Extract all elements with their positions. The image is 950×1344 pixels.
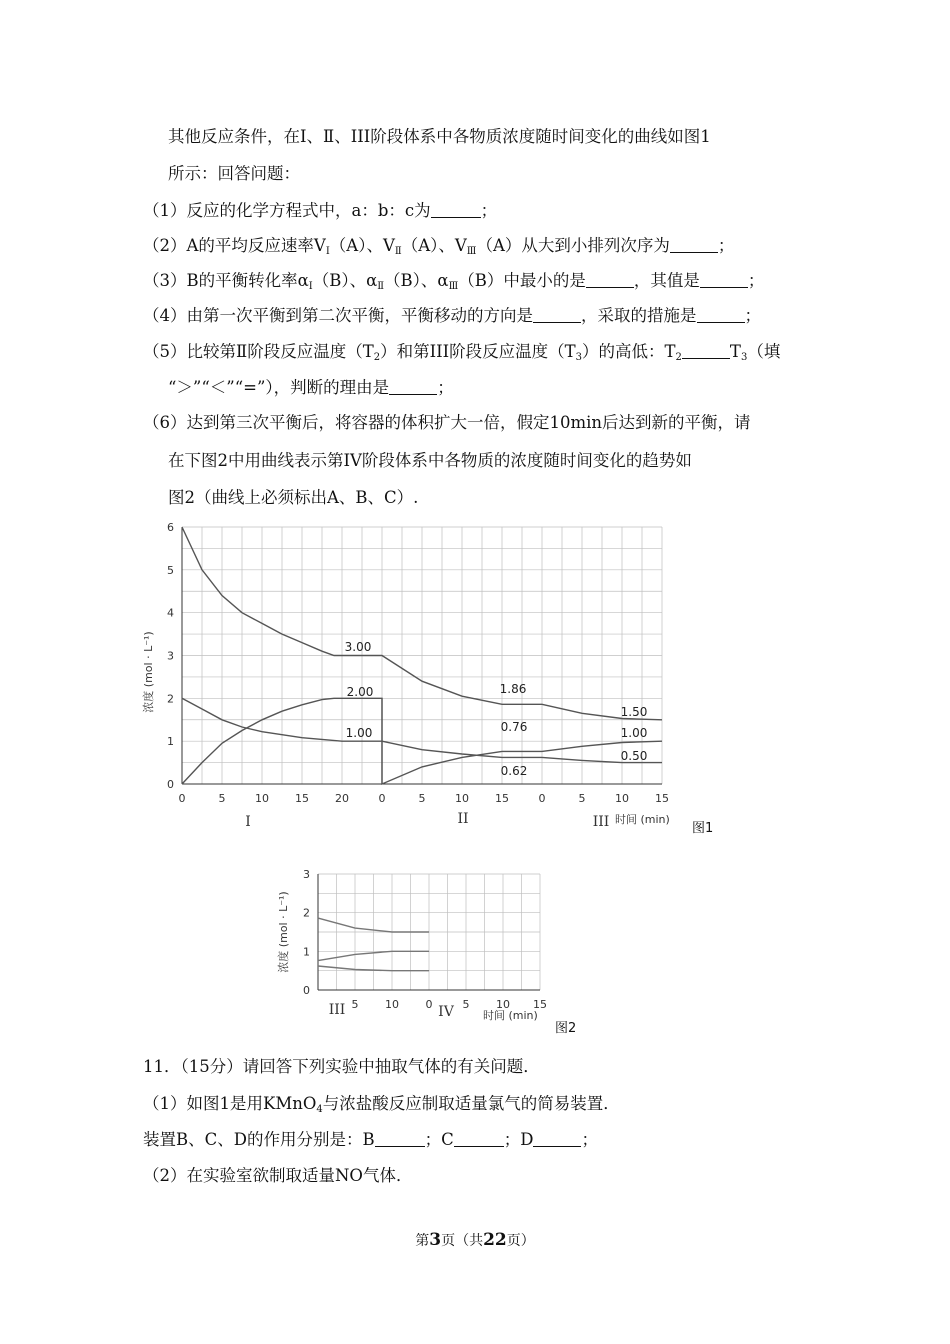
y-tick-label: 4: [167, 606, 174, 620]
y-tick-label: 1: [303, 945, 310, 959]
question-11-1-devices: 装置B、C、D的作用分别是：B ；C ；D ；: [143, 1130, 598, 1149]
data-label: 0.76: [500, 720, 528, 734]
y-tick-label: 2: [167, 692, 174, 706]
question-11-1: （1）如图1是用KMnO$_4$与浓盐酸反应制取适量氯气的简易装置．: [143, 1094, 620, 1115]
data-label: 1.86: [499, 682, 527, 696]
x-tick-label: 0: [425, 998, 433, 1011]
data-label: 1.50: [620, 705, 648, 719]
y-tick-label: 5: [167, 563, 174, 577]
stage-label: III: [328, 1002, 346, 1018]
figure-caption: 图1: [692, 821, 714, 836]
data-label: 1.00: [345, 726, 373, 740]
y-axis-label: 浓度 (mol · L⁻¹): [277, 891, 290, 973]
x-tick-label: 15: [533, 998, 547, 1011]
data-label: 3.00: [344, 640, 372, 654]
x-axis-label: 时间 (min): [483, 1009, 538, 1022]
question-5: （5）比较第Ⅱ阶段反应温度$(T_2)$和第III阶段反应温度$(T_3)$的高低：$T_2$ $T_3$（填: [143, 342, 781, 363]
stage-label: III: [592, 814, 610, 830]
data-label: 2.00: [346, 685, 374, 699]
y-tick-label: 0: [167, 778, 174, 791]
answer-blank: [454, 1130, 504, 1147]
data-label: 0.50: [620, 749, 648, 763]
chart-figure-1: [141, 521, 713, 836]
stage-label: II: [457, 811, 469, 827]
x-tick-label: 15: [655, 792, 669, 805]
chart-figure-2: [276, 868, 576, 1036]
x-tick-label: 5: [351, 998, 359, 1011]
question-6: （6）达到第三次平衡后，将容器的体积扩大一倍，假定10min后达到新的平衡，请: [143, 413, 751, 432]
question-6-cont-2: 图2（曲线上必须标出A、B、C）.: [168, 488, 419, 507]
x-tick-label: 0: [378, 792, 386, 805]
x-axis-label: 时间 (min): [615, 813, 670, 826]
x-tick-label: 5: [218, 792, 226, 805]
question-11-2: （2）在实验室欲制取适量NO气体．: [143, 1166, 413, 1185]
stage-label: I: [245, 814, 251, 830]
y-tick-label: 0: [303, 984, 310, 997]
y-tick-label: 1: [167, 735, 174, 749]
y-tick-label: 2: [303, 906, 310, 920]
intro-line-1: 其他反应条件，在Ⅰ、Ⅱ、III阶段体系中各物质浓度随时间变化的曲线如图1: [168, 127, 711, 146]
data-label: 1.00: [620, 726, 648, 740]
x-tick-label: 10: [455, 792, 469, 805]
x-tick-label: 5: [418, 792, 426, 805]
answer-blank: [375, 1130, 425, 1147]
y-tick-label: 3: [303, 868, 310, 881]
question-3: （3）B的平衡转化率$\alpha_Ⅰ(B)$、$\alpha_Ⅱ(B)$、$\alpha_Ⅲ(B)$中最小的是 ，其值是 ；: [143, 271, 765, 292]
x-tick-label: 15: [495, 792, 509, 805]
question-2: （2）A的平均反应速率$V_Ⅰ(A)$、$V_Ⅱ(A)$、$V_Ⅲ(A)$从大到小排列次序为 ；: [143, 236, 735, 257]
x-tick-label: 10: [255, 792, 269, 805]
question-11: 11．（15分）请回答下列实验中抽取气体的有关问题．: [143, 1057, 540, 1076]
x-tick-label: 15: [295, 792, 309, 805]
x-tick-label: 0: [538, 792, 546, 805]
y-tick-label: 6: [167, 521, 174, 534]
x-tick-label: 0: [178, 792, 186, 805]
page-footer: 第3页（共22页）: [415, 1230, 535, 1250]
question-5-cont: “＞”“＜”“=”），判断的理由是 ；: [168, 378, 454, 397]
x-tick-label: 5: [462, 998, 470, 1011]
figure-caption: 图2: [555, 1021, 577, 1036]
question-4: （4）由第一次平衡到第二次平衡，平衡移动的方向是 ，采取的措施是 ；: [143, 306, 761, 325]
x-tick-label: 10: [385, 998, 399, 1011]
stage-label: IV: [438, 1004, 454, 1020]
x-tick-label: 10: [615, 792, 629, 805]
y-axis-label: 浓度 (mol · L⁻¹): [142, 631, 155, 713]
x-tick-label: 5: [578, 792, 586, 805]
data-label: 0.62: [500, 764, 528, 778]
intro-line-2: 所示：回答问题：: [168, 164, 300, 183]
x-tick-label: 20: [335, 792, 349, 805]
x-tick-label: 10: [496, 998, 510, 1011]
question-6-cont-1: 在下图2中用曲线表示第IV阶段体系中各物质的浓度随时间变化的趋势如: [168, 451, 692, 470]
y-tick-label: 3: [167, 649, 174, 663]
question-1: （1）反应的化学方程式中，a：b：c为 ；: [143, 201, 498, 220]
answer-blank: [533, 1130, 581, 1147]
